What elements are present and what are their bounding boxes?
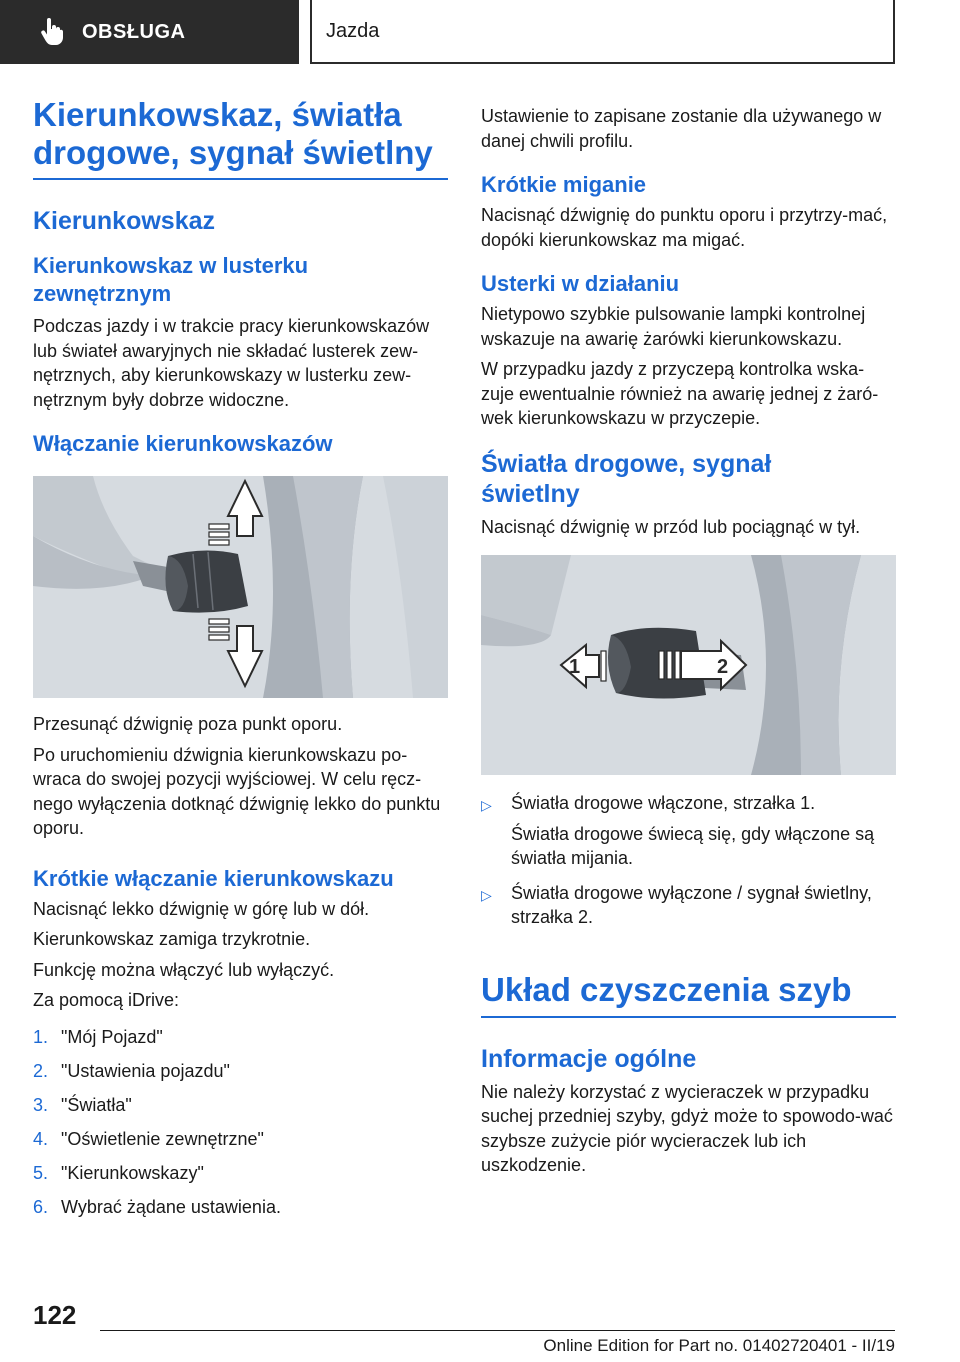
triangle-bullet-icon: ▷	[481, 797, 492, 813]
heading-general-info: Informacje ogólne	[481, 1044, 697, 1073]
footer-divider	[100, 1330, 895, 1331]
step-text: "Mój Pojazd"	[61, 1026, 163, 1047]
paragraph-malfunction-2: W przypadku jazdy z przyczepą kontrolka wska-zuje ewentualnie również na awarię jednej z żaró-wek kierunkowskazu w przyczepie.	[481, 359, 879, 428]
section-tab[interactable]	[0, 0, 299, 64]
paragraph-high-beam: Nacisnąć dźwignię w przód lub pociągnąć w tył.	[481, 516, 861, 537]
step-number: 3.	[33, 1094, 49, 1115]
high-beam-lever-illustration	[481, 555, 896, 775]
chapter-title: Jazda	[310, 0, 895, 64]
left-column	[33, 96, 448, 1229]
step-number: 1.	[33, 1026, 49, 1047]
arrow-2-label: 2	[717, 656, 729, 678]
section-label: OBSŁUGA	[82, 20, 186, 43]
list-item	[33, 1195, 448, 1219]
indicator-lever-figure	[33, 476, 448, 698]
paragraph-return: Po uruchomieniu dźwignia kierunkowskazu po-wraca do swojej pozycji wyjściowej. W celu ręcz-nego wyłączenia dotknąć dźwignię lekko do punktu oporu.	[33, 744, 441, 838]
step-number: 4.	[33, 1128, 49, 1149]
page-title: Kierunkowskaz, światła drogowe, sygnał świetlny	[33, 96, 448, 180]
list-item	[481, 791, 896, 871]
paragraph-brief-flash: Nacisnąć dźwignię do punktu oporu i przytrzy-mać, dopóki kierunkowskaz ma migać.	[481, 205, 888, 250]
step-text: "Oświetlenie zewnętrzne"	[61, 1128, 264, 1149]
paragraph-brief-1: Nacisnąć lekko dźwignię w górę lub w dół.	[33, 898, 370, 919]
paragraph-malfunction-1: Nietypowo szybkie pulsowanie lampki kontrolnej wskazuje na awarię żarówki kierunkowskazu.	[481, 304, 866, 349]
footer-edition: Online Edition for Part no. 01402720401 - II/19	[543, 1336, 895, 1355]
paragraph-move-lever: Przesunąć dźwignię poza punkt oporu.	[33, 714, 343, 734]
paragraph-brief-2: Kierunkowskaz zamiga trzykrotnie.	[33, 929, 311, 949]
list-item	[481, 881, 896, 930]
paragraph-general-info: Nie należy korzystać z wycieraczek w przypadku suchej przedniej szyby, gdyż może to spowodo-wać szybsze zużycie piór wycieraczek lub ich uszkodzenie.	[481, 1081, 893, 1175]
step-number: 2.	[33, 1060, 49, 1081]
list-item	[33, 1093, 448, 1117]
step-number: 6.	[33, 1196, 49, 1217]
list-item	[33, 1161, 448, 1185]
heading-indicator: Kierunkowskaz	[33, 207, 216, 235]
list-item	[33, 1025, 448, 1049]
bullet-text: Światła drogowe włączone, strzałka 1.	[511, 793, 816, 813]
bullet-text: Światła drogowe wyłączone / sygnał świetlny, strzałka 2.	[511, 882, 872, 927]
step-text: "Ustawienia pojazdu"	[61, 1060, 230, 1081]
paragraph-brief-4: Za pomocą iDrive:	[33, 990, 180, 1010]
paragraph-mirror: Podczas jazdy i w trakcie pracy kierunkowskazów lub świateł awaryjnych nie składać lusterek zew-nętrznych, aby kierunkowskazy w lusterku zew-nętrznym były dobrze widoczne.	[33, 316, 430, 410]
high-beam-lever-figure	[481, 555, 896, 775]
list-item	[33, 1059, 448, 1083]
idrive-steps	[33, 1025, 448, 1219]
section-title-washer: Układ czyszczenia szyb	[481, 970, 896, 1018]
arrow-1-label: 1	[569, 656, 581, 678]
right-column	[481, 96, 896, 1178]
triangle-bullet-icon: ▷	[481, 886, 492, 903]
step-number: 5.	[33, 1162, 49, 1183]
heading-high-beam: Światła drogowe, sygnał świetlny	[481, 449, 772, 508]
step-text: Wybrać żądane ustawienia.	[61, 1196, 281, 1217]
heading-mirror-indicator: Kierunkowskaz w lusterku zewnętrznym	[33, 253, 309, 306]
step-text: "Kierunkowskazy"	[61, 1162, 204, 1183]
heading-switch-on: Włączanie kierunkowskazów	[33, 431, 333, 456]
list-item	[33, 1127, 448, 1151]
heading-brief-flash: Krótkie miganie	[481, 172, 647, 197]
heading-brief-indicator: Krótkie włączanie kierunkowskazu	[33, 865, 394, 891]
paragraph-saved-profile: Ustawienie to zapisane zostanie dla używanego w danej chwili profilu.	[481, 106, 882, 151]
page-number: 122	[33, 1300, 77, 1330]
step-text: "Światła"	[61, 1094, 132, 1115]
heading-malfunction: Usterki w działaniu	[481, 271, 680, 296]
hand-pointer-icon	[40, 18, 64, 46]
paragraph-brief-3: Funkcję można włączyć lub wyłączyć.	[33, 959, 335, 980]
indicator-lever-illustration	[33, 476, 448, 698]
bullet-subtext: Światła drogowe świecą się, gdy włączone są światła mijania.	[511, 823, 875, 868]
high-beam-bullets	[481, 791, 896, 930]
